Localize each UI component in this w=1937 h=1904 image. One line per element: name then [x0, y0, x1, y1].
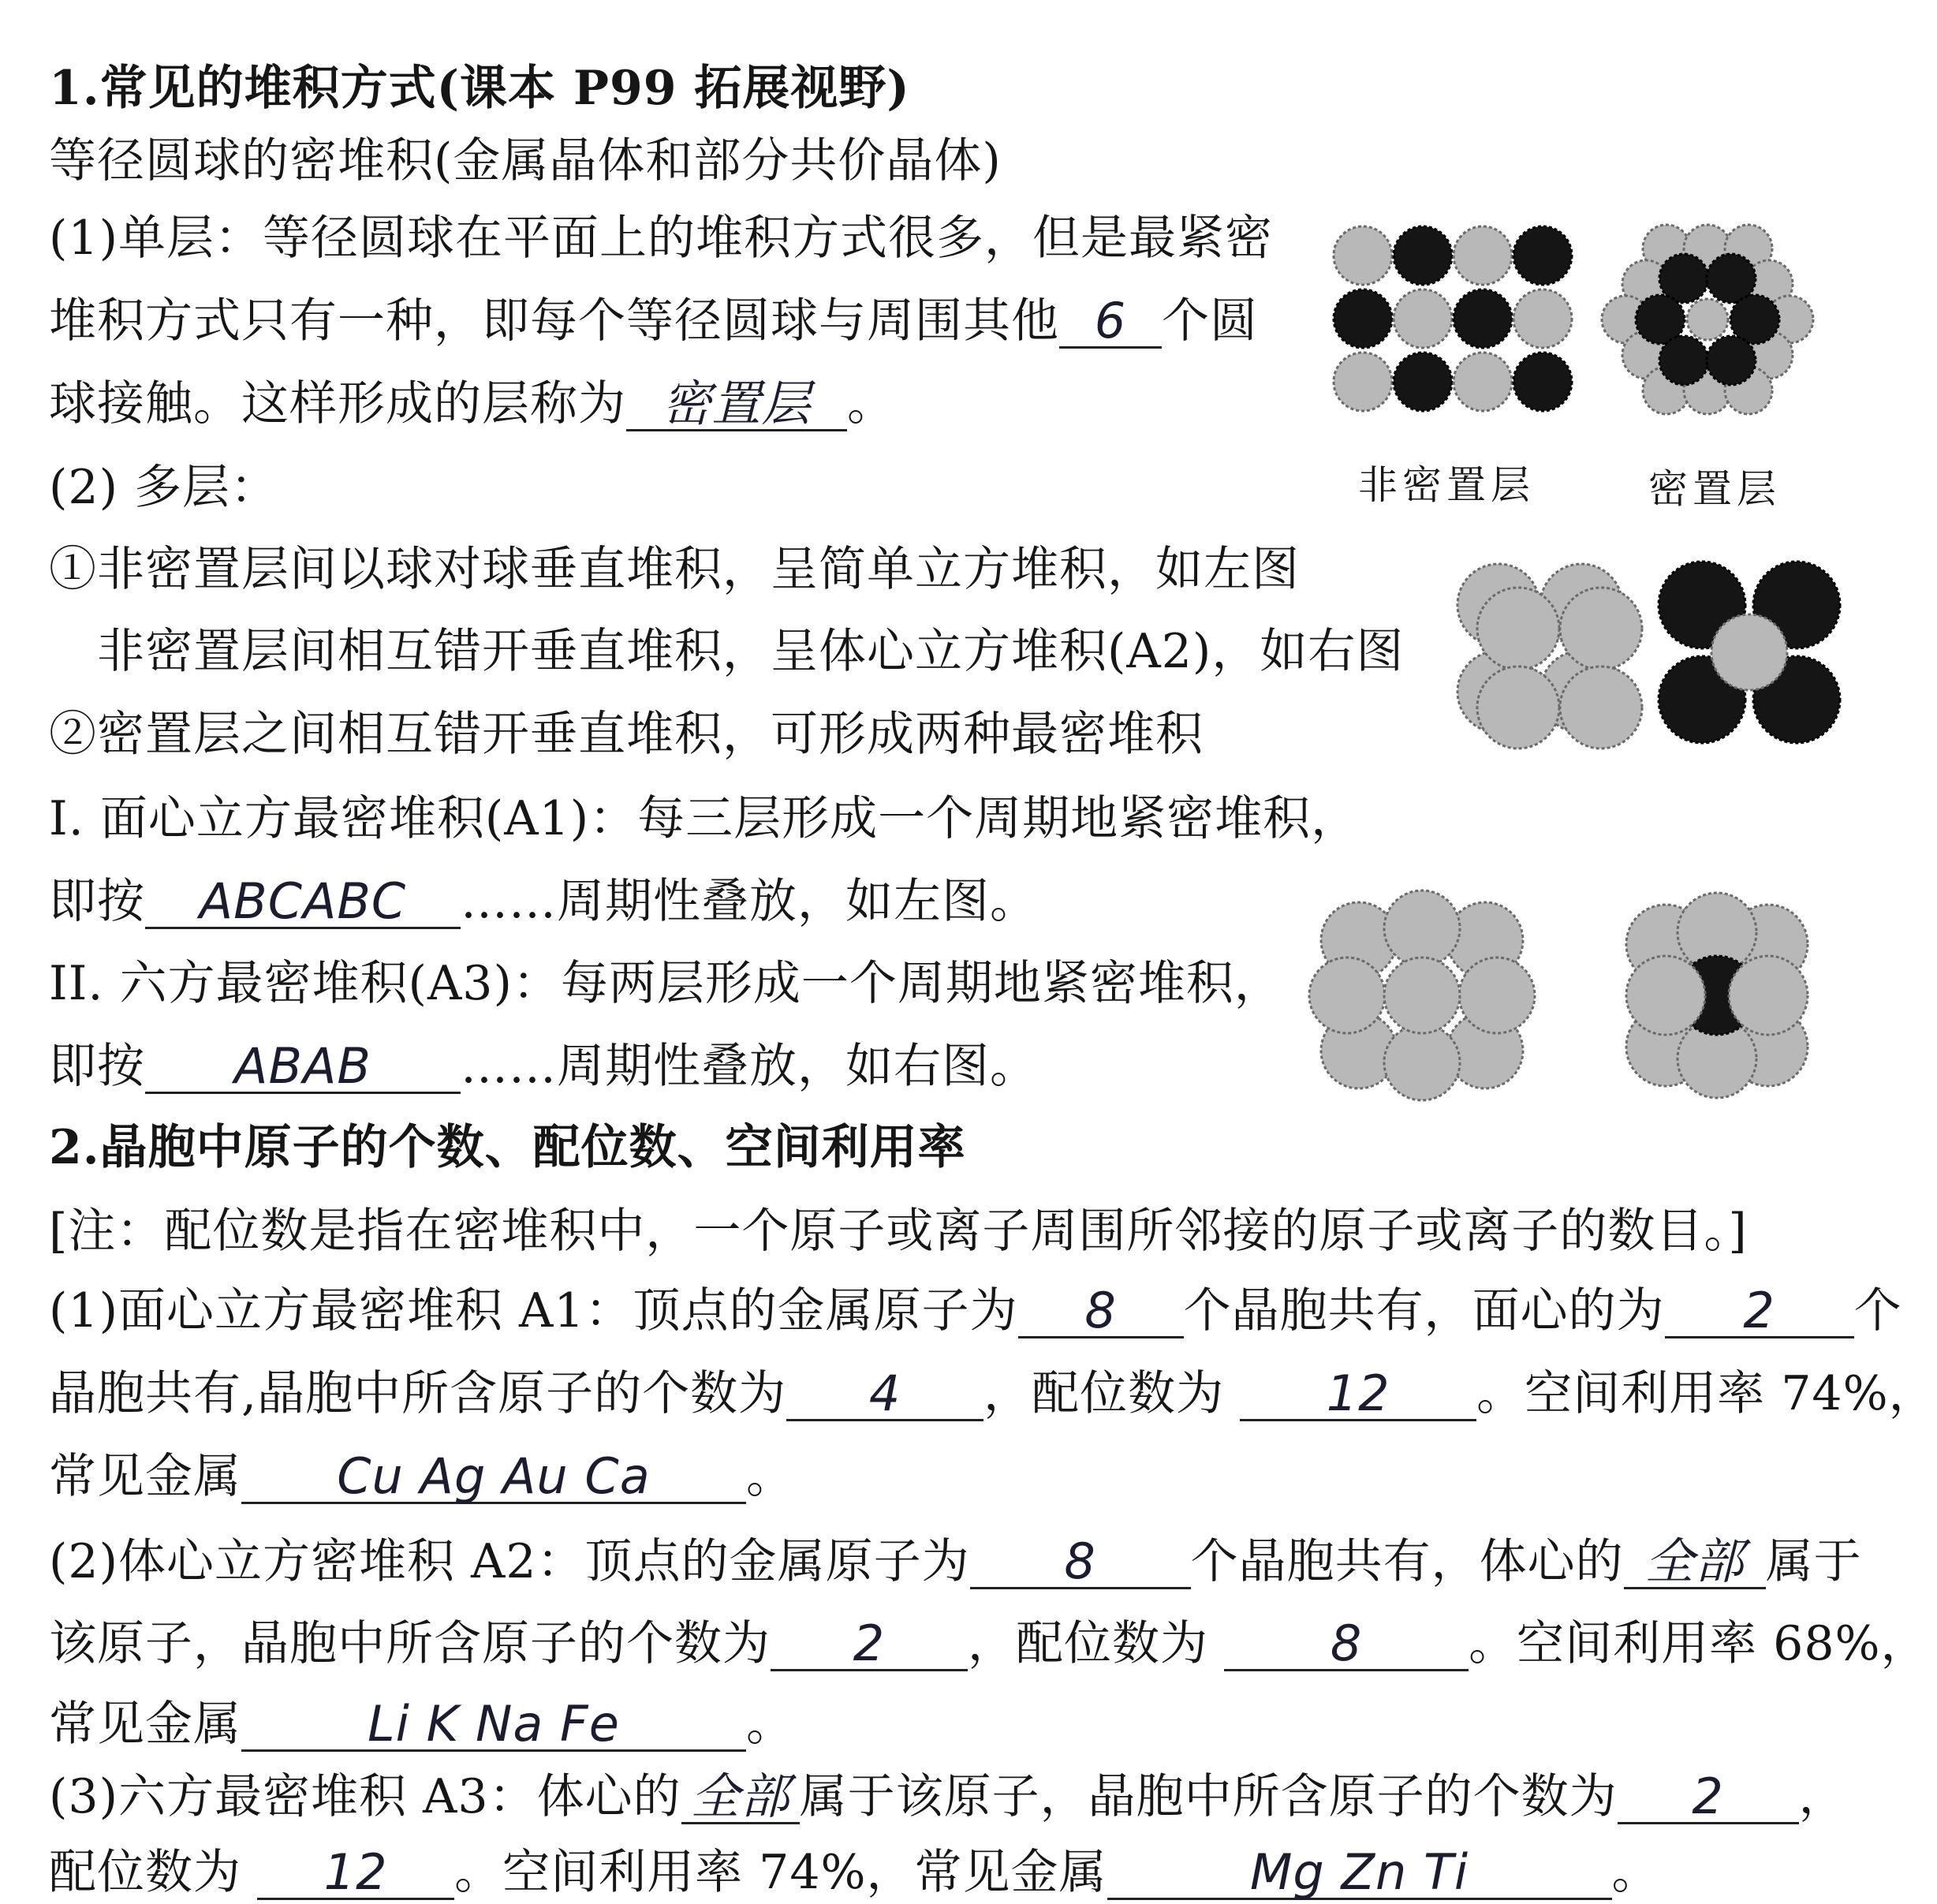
- sphere: [1711, 614, 1787, 690]
- text: (3)六方最密堆积 A3：体心的: [49, 1769, 681, 1824]
- text: 。空间利用率 74%，: [1476, 1366, 1937, 1421]
- non-close-packed-layer-figure: [1333, 224, 1577, 416]
- close-packed-layer-figure: [1593, 221, 1822, 421]
- text: 。空间利用率 68%，: [1469, 1616, 1929, 1671]
- body-centered-cubic-figure: [1655, 558, 1844, 750]
- text-line: [49, 538, 1300, 601]
- text: 。: [1611, 1845, 1660, 1900]
- text: [注：配位数是指在密堆积中，一个原子或离子周围所邻接的原子或离子的数目。]: [49, 1204, 1748, 1259]
- sphere: [1707, 336, 1756, 385]
- text-line: [49, 207, 1273, 270]
- text: 个圆: [1162, 293, 1258, 349]
- sphere: [1394, 289, 1452, 348]
- sphere: [1454, 353, 1512, 411]
- handwritten-answer-blank: ABAB: [145, 1035, 461, 1094]
- text: 个晶胞共有，面心的为: [1183, 1283, 1665, 1338]
- text: (1)面心立方最密堆积 A1：顶点的金属原子为: [49, 1283, 1018, 1338]
- text: 。: [746, 1449, 794, 1504]
- handwritten-answer-blank: 8: [1224, 1612, 1469, 1671]
- handwritten-answer-blank: 6: [1059, 289, 1162, 349]
- text: 配位数为: [49, 1845, 258, 1900]
- text-line: [49, 787, 1359, 850]
- sphere: [1454, 226, 1512, 285]
- sphere: [1729, 956, 1808, 1035]
- section-heading: [49, 57, 910, 120]
- text-line: [49, 1200, 1748, 1263]
- text: 属于: [1765, 1534, 1862, 1589]
- sphere: [1394, 226, 1452, 285]
- sphere: [1626, 956, 1705, 1035]
- sphere: [1513, 289, 1572, 348]
- handwritten-answer-blank: 12: [257, 1841, 454, 1900]
- text: 即按: [49, 874, 145, 929]
- handwritten-answer-blank: Cu Ag Au Ca: [241, 1445, 746, 1504]
- handwritten-answer-blank: 4: [786, 1362, 983, 1421]
- section-heading: [49, 1116, 966, 1179]
- text: (2)体心立方密堆积 A2：顶点的金属原子为: [49, 1534, 970, 1589]
- sphere: [1707, 254, 1756, 303]
- text: ②密置层之间相互错开垂直堆积，可形成两种最密堆积: [49, 707, 1204, 762]
- text: 堆积方式只有一种，即每个等径圆球与周围其他: [49, 293, 1059, 349]
- text: 属于该原子，晶胞中所含原子的个数为: [799, 1769, 1618, 1824]
- sphere: [1394, 353, 1452, 411]
- text-line: [49, 703, 1204, 766]
- text: 即按: [49, 1039, 145, 1094]
- text: 等径圆球的密堆积(金属晶体和部分共价晶体): [49, 133, 1002, 189]
- text: 个晶胞共有，体心的: [1190, 1534, 1624, 1589]
- face-centered-cubic-figure: [1316, 897, 1528, 1097]
- sphere: [1636, 295, 1685, 344]
- text: 常见金属: [49, 1697, 241, 1752]
- text: 1.常见的堆积方式(课本 P99 拓展视野): [49, 61, 910, 116]
- text: I. 面心立方最密堆积(A1)：每三层形成一个周期地紧密堆积，: [49, 791, 1360, 846]
- text: 。空间利用率 74%，常见金属: [454, 1845, 1107, 1900]
- sphere: [1384, 890, 1460, 966]
- sphere: [1560, 588, 1642, 670]
- text-line: [49, 1530, 1862, 1593]
- sphere: [1334, 226, 1392, 285]
- text-line: [49, 620, 1404, 683]
- text: 个: [1853, 1283, 1902, 1338]
- sphere: [1334, 353, 1392, 411]
- sphere: [1477, 666, 1559, 749]
- text: ①非密置层间以球对球垂直堆积，呈简单立方堆积，如左图: [49, 542, 1300, 597]
- sphere: [1513, 226, 1572, 285]
- handwritten-answer-blank: 8: [1018, 1279, 1184, 1338]
- text: 常见金属: [49, 1449, 241, 1504]
- handwritten-answer-blank: 2: [1665, 1279, 1854, 1338]
- text: 。: [746, 1697, 794, 1752]
- text: 。: [847, 376, 895, 431]
- text: 2.晶胞中原子的个数、配位数、空间利用率: [49, 1120, 966, 1175]
- text-line: [49, 1445, 794, 1508]
- handwritten-answer-blank: 全部: [1624, 1530, 1766, 1589]
- handwritten-answer-blank: Li K Na Fe: [241, 1693, 746, 1752]
- text-line: [49, 289, 1258, 353]
- sphere: [1513, 353, 1572, 411]
- sphere: [1459, 958, 1535, 1033]
- text-line: [49, 870, 1038, 933]
- handwritten-answer-blank: 8: [970, 1530, 1191, 1589]
- sphere: [1384, 958, 1460, 1033]
- sphere: [1454, 289, 1512, 348]
- text-line: [49, 1765, 1847, 1828]
- text-line: [49, 1693, 794, 1756]
- handwritten-answer-blank: ABCABC: [145, 870, 461, 929]
- text: 非密置层间相互错开垂直堆积，呈体心立方堆积(A2)，如右图: [49, 624, 1405, 679]
- text: ……周期性叠放，如左图。: [461, 874, 1038, 929]
- non-close-packed-caption: 非密置层: [1358, 462, 1535, 508]
- sphere: [1334, 289, 1392, 348]
- text-line: [49, 1035, 1038, 1098]
- text: ……周期性叠放，如右图。: [461, 1039, 1038, 1094]
- sphere: [1384, 1025, 1460, 1100]
- handwritten-answer-blank: 2: [771, 1612, 968, 1671]
- text: 该原子，晶胞中所含原子的个数为: [49, 1616, 771, 1671]
- text: (1)单层：等径圆球在平面上的堆积方式很多，但是最紧密: [49, 211, 1273, 266]
- text: ，配位数为: [983, 1366, 1241, 1421]
- text-line: [49, 1279, 1902, 1342]
- close-packed-caption: 密置层: [1648, 466, 1781, 512]
- text-line: [49, 1841, 1660, 1904]
- simple-cubic-figure: [1443, 558, 1640, 750]
- handwritten-answer-blank: 2: [1618, 1765, 1799, 1824]
- handwritten-answer-blank: 全部: [681, 1765, 800, 1824]
- text-line: [49, 1362, 1937, 1425]
- handwritten-answer-blank: 密置层: [626, 372, 847, 431]
- sphere: [1659, 336, 1708, 385]
- text-line: [49, 372, 895, 435]
- text: ，: [1798, 1769, 1847, 1824]
- hexagonal-close-packed-figure: [1618, 897, 1819, 1097]
- sphere: [1560, 666, 1642, 749]
- sphere: [1477, 588, 1559, 670]
- text: 晶胞共有,晶胞中所含原子的个数为: [49, 1366, 787, 1421]
- text-line: [49, 1612, 1929, 1675]
- text: ，配位数为: [968, 1616, 1225, 1671]
- handwritten-answer-blank: 12: [1240, 1362, 1476, 1421]
- text: (2) 多层：: [49, 460, 279, 515]
- text-line: [49, 129, 1002, 192]
- handwritten-answer-blank: Mg Zn Ti: [1107, 1841, 1612, 1900]
- text: II. 六方最密堆积(A3)：每两层形成一个周期地紧密堆积，: [49, 956, 1282, 1011]
- sphere: [1687, 299, 1728, 340]
- sphere: [1309, 958, 1385, 1033]
- text-line: [49, 952, 1282, 1015]
- text-line: [49, 456, 278, 519]
- text: 球接触。这样形成的层称为: [49, 376, 626, 431]
